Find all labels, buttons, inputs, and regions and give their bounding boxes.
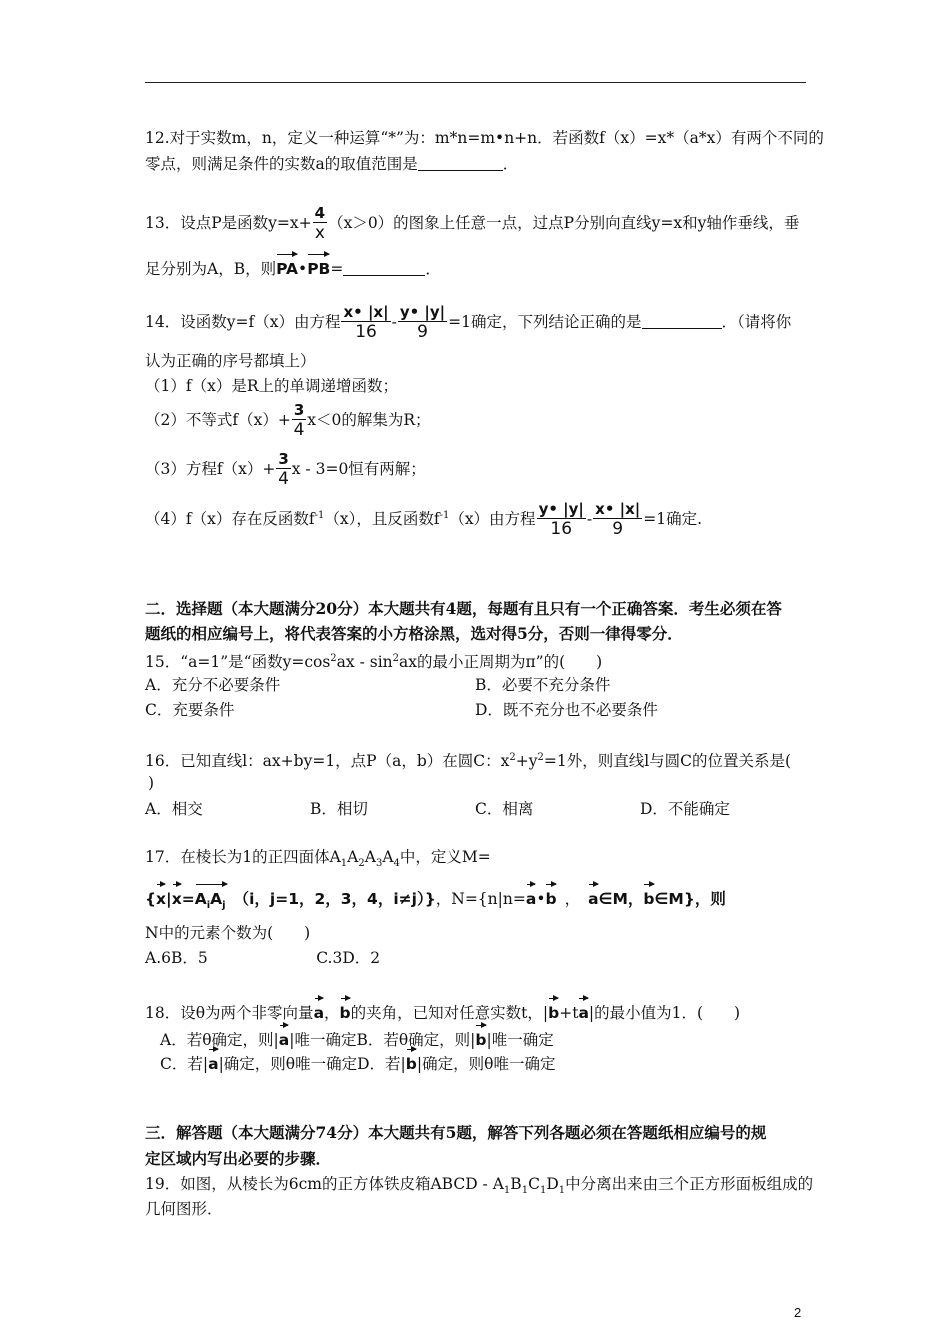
q14-item4: （4）f（x）存在反函数$f^{-1}(x)$，且反函数$f^{-1}(x)$由方程 $\frac{y• |y|}{16}$ - $\frac{x• |x|}{9}$ =1确定. [145,500,703,539]
q16-stem: 16．已知直线l：ax+by=1，点P（a，b）在圆C：$x^2+y^2=1$外，则直线l与圆C的位置关系是( [145,752,792,771]
q14-item2: （2）不等式f（x）+ $\frac{3}{4}$ x＜0的解集为R； [145,401,431,440]
vector-b: b [406,1045,417,1075]
fraction: $\frac{x• |x|}{9}$ [595,500,641,539]
page-number: 2 [794,1305,802,1320]
fraction: $\frac{y• |y|}{9}$ [399,303,446,342]
header-rule [145,82,806,83]
section-2-heading: 二．选择题（本大题满分20分）本大题共有4题，每题有且只有一个正确答案．考生必须在答 [145,599,782,618]
q14-item3: （3）方程f（x）+ $\frac{3}{4}$ x - 3=0恒有两解； [145,450,426,489]
q18-options-cd[interactable]: C．若|a|确定，则θ唯一确定D．若|b|确定，则θ唯一确定 [160,1045,555,1075]
vector-a: a [279,1021,289,1051]
q17-options[interactable]: A.6B．5 C.3D．2 [145,949,381,967]
q14-item1: （1）f（x）是R上的单调递增函数； [145,377,399,395]
vector-b: b [548,994,559,1024]
q15-option-d[interactable]: D．既不充分也不必要条件 [475,701,658,719]
q13-line2: 足分别为A，B，则PA•PB= ． [145,250,441,280]
vector-b: b [545,880,556,910]
vector-PB: PB [307,250,330,280]
q12-line1: 12.对于实数m，n，定义一种运算“*”为：m*n=m•n+n．若函数f（x）=x*（a*x）有两个不同的 [145,129,824,147]
fraction: $\frac{y• |y|}{16}$ [538,500,584,539]
section-3-heading: 三．解答题（本大题满分74分）本大题共有5题，解答下列各题必须在答题纸相应编号的规 [145,1123,767,1142]
q15-option-b[interactable]: B．必要不充分条件 [475,676,611,694]
q19-line2: 几何图形． [145,1200,223,1218]
answer-blank[interactable] [343,261,425,276]
vector-a: a [526,880,536,910]
fraction: $\frac{4}{x}$ [314,204,326,243]
q13-line1: 13．设点P是函数y=x+ $\frac{4}{x}$ （x＞0）的图象上任意一点，过点P分别向直线y=x和y轴作垂线，垂 [145,204,800,243]
q12-line2: 零点，则满足条件的实数a的取值范围是 ． [145,155,519,173]
vector-x: x [156,880,166,910]
q15-option-a[interactable]: A．充分不必要条件 [145,676,281,694]
fraction: $\frac{3}{4}$ [293,401,305,440]
q17-line2: {$x|x=A_iA_j$ （i，j=1，2，3，4，i≠j）}，N={n|n=a•b ， a∈M，b∈M}，则 [145,880,726,917]
vector-PA: PA [276,250,298,280]
vector-AiAj: $A_iA_j$ [195,880,228,917]
q15-stem: 15．“a=1”是“函数$y=\cos^2ax - \sin^2ax$的最小正周期为π”的( ) [145,653,603,672]
q14-line2: 认为正确的序号都填上） [145,352,316,370]
section-3-instructions: 定区域内写出必要的步骤． [145,1149,332,1168]
q16-option-d[interactable]: D．不能确定 [640,800,730,818]
q14-line1: 14．设函数y=f（x）由方程 $\frac{x• |x|}{16}$ - $\frac{y• |y|}{9}$ =1确定，下列结论正确的是 ．（请将你 [145,303,792,342]
fraction: $\frac{x• |x|}{16}$ [343,303,389,342]
vector-x: x [172,880,182,910]
q16-option-b[interactable]: B．相切 [310,800,368,818]
q18-stem: 18．设θ为两个非零向量a，b的夹角，已知对任意实数t，|b+ta|的最小值为1．( ) [145,994,740,1024]
q16-stem-line2: ) [148,774,155,792]
q16-option-a[interactable]: A．相交 [145,800,203,818]
vector-a: a [314,994,324,1024]
vector-a: a [208,1045,218,1075]
answer-blank[interactable] [418,156,503,171]
vector-a: a [588,880,598,910]
vector-b: b [340,994,351,1024]
q17-line1: 17．在棱长为1的正四面体$A_1A_2A_3A_4$中，定义M= [145,848,491,870]
answer-blank[interactable] [642,314,722,329]
vector-b: b [475,1021,486,1051]
vector-a: a [578,994,588,1024]
fraction: $\frac{3}{4}$ [278,450,289,489]
q18-options-ab[interactable]: A．若θ确定，则|a|唯一确定B．若θ确定，则|b|唯一确定 [160,1021,554,1051]
vector-b: b [643,880,654,910]
section-2-instructions: 题纸的相应编号上，将代表答案的小方格涂黑，选对得5分，否则一律得零分． [145,624,683,643]
q17-line3: N中的元素个数为( ) [145,924,311,942]
q16-option-c[interactable]: C．相离 [475,800,534,818]
q15-option-c[interactable]: C．充要条件 [145,701,235,719]
q19-line1: 19．如图，从棱长为6cm的正方体铁皮箱ABCD - $A_1B_1C_1D_1$中分离出来由三个正方形面板组成的 [145,1175,814,1197]
